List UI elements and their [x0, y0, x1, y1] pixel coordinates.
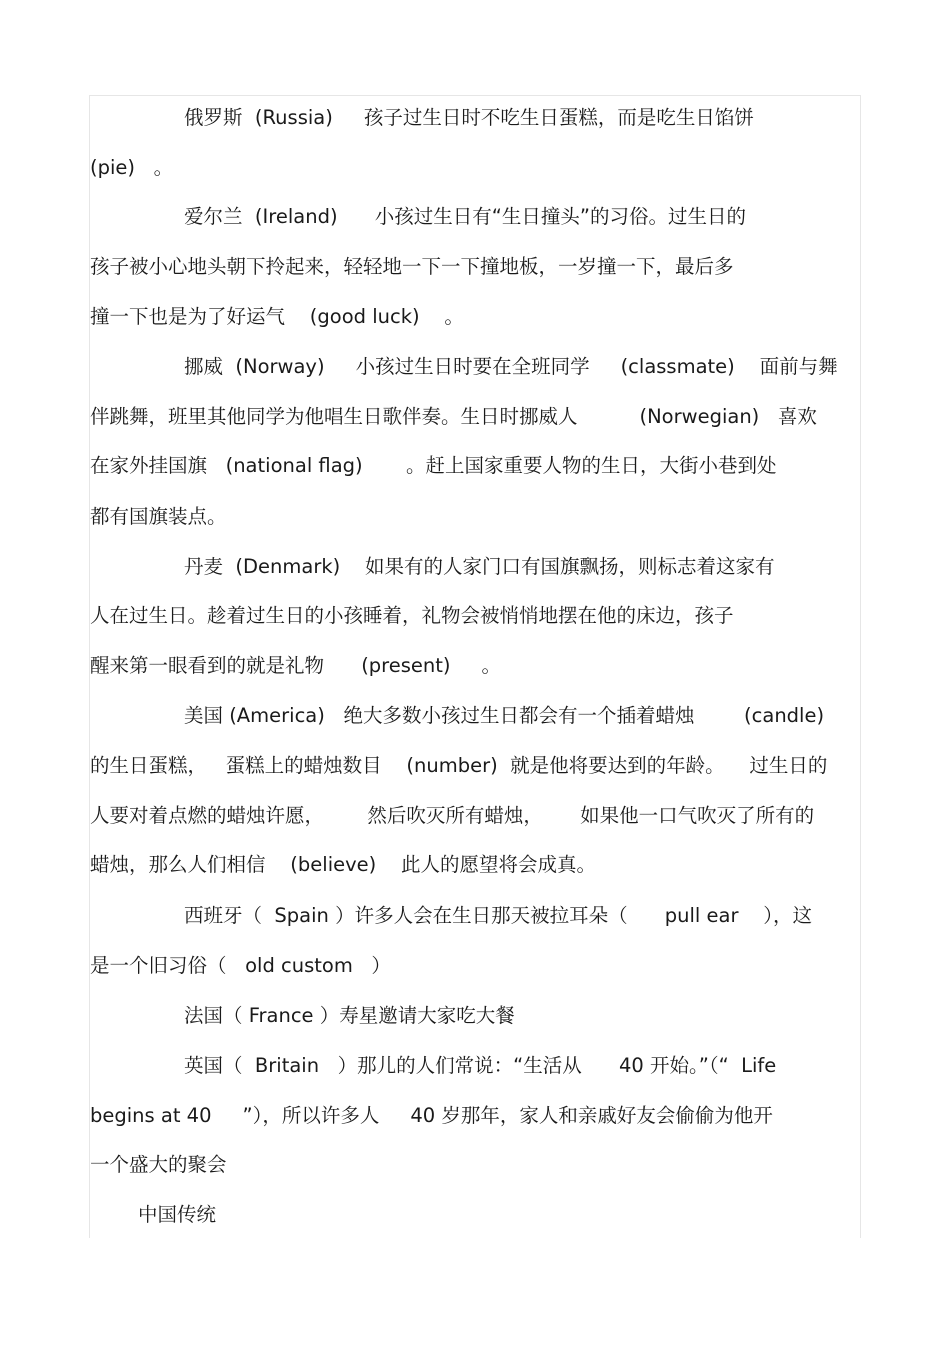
text-line: 在家外挂国旗 (national flag) 。赶上国家重要人物的生日，大街小巷到处	[90, 454, 777, 477]
text-line-ireland: 爱尔兰 (Ireland) 小孩过生日有“生日撞头”的习俗。过生日的	[184, 205, 746, 228]
text-line-spain: 西班牙（ Spain ）许多人会在生日那天被拉耳朵（ pull ear ），这	[184, 904, 813, 927]
text-line-denmark: 丹麦 (Denmark) 如果有的人家门口有国旗飘扬，则标志着这家有	[184, 555, 775, 578]
text-line: 醒来第一眼看到的就是礼物 (present) 。	[90, 654, 502, 677]
text-line: 撞一下也是为了好运气 (good luck) 。	[90, 305, 464, 328]
text-line: 都有国旗装点。	[90, 505, 227, 528]
text-line-russia: 俄罗斯 (Russia) 孩子过生日时不吃生日蛋糕，而是吃生日馅饼	[184, 106, 754, 129]
text-line: 的生日蛋糕， 蛋糕上的蜡烛数目 (number) 就是他将要达到的年龄。 过生日的	[90, 754, 828, 777]
text-line: 是一个旧习俗（ old custom ）	[90, 954, 391, 977]
text-line: 伴跳舞，班里其他同学为他唱生日歌伴奏。生日时挪威人 (Norwegian) 喜欢	[90, 405, 817, 428]
text-line: 孩子被小心地头朝下拎起来，轻轻地一下一下撞地板，一岁撞一下，最后多	[90, 255, 734, 278]
text-line: 一个盛大的聚会	[90, 1153, 227, 1176]
text-line-france: 法国（ France ）寿星邀请大家吃大餐	[184, 1004, 515, 1027]
text-line-america: 美国 (America) 绝大多数小孩过生日都会有一个插着蜡烛 (candle)	[184, 704, 825, 727]
text-line: begins at 40 ”），所以许多人 40 岁那年，家人和亲戚好友会偷偷为他开	[90, 1104, 773, 1127]
text-line-china: 中国传统	[138, 1203, 217, 1226]
text-line-britain: 英国（ Britain ）那儿的人们常说：“生活从 40 开始。”（“ Life	[184, 1054, 777, 1077]
text-line-norway: 挪威 (Norway) 小孩过生日时要在全班同学 (classmate) 面前与舞	[184, 355, 838, 378]
text-line: 蜡烛，那么人们相信 (believe) 此人的愿望将会成真。	[90, 853, 597, 876]
text-line: 人在过生日。趁着过生日的小孩睡着，礼物会被悄悄地摆在他的床边，孩子	[90, 604, 734, 627]
text-line: 人要对着点燃的蜡烛许愿， 然后吹灭所有蜡烛， 如果他一口气吹灭了所有的	[90, 804, 815, 827]
text-line: (pie) 。	[90, 156, 174, 179]
